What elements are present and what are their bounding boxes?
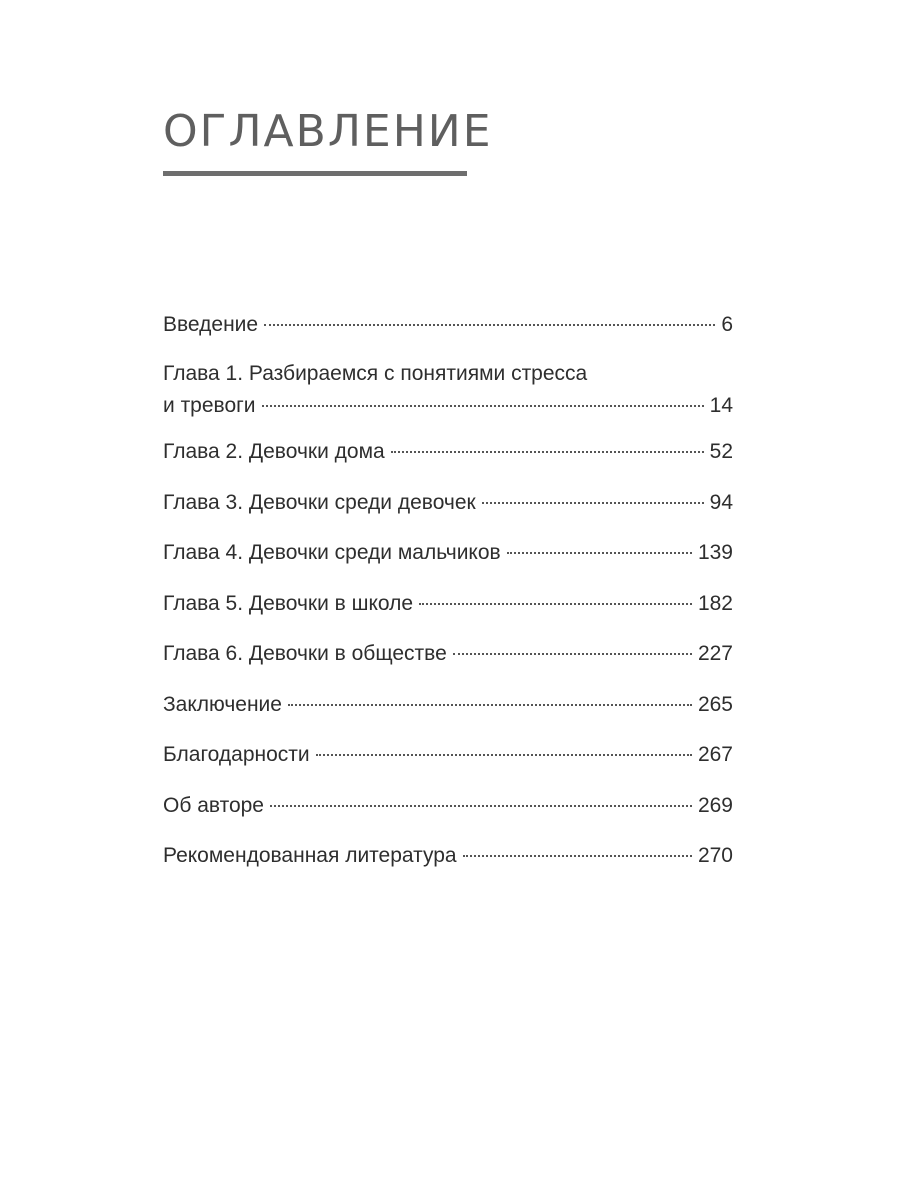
dot-leader xyxy=(288,704,692,706)
dot-leader xyxy=(453,653,692,655)
dot-leader xyxy=(270,805,692,807)
table-of-contents xyxy=(163,306,733,888)
toc-entry-title: Заключение xyxy=(163,692,282,716)
toc-entry[interactable] xyxy=(163,736,733,774)
toc-entry[interactable] xyxy=(163,585,733,623)
toc-entry-title: Введение xyxy=(163,313,259,336)
dot-leader xyxy=(463,855,692,857)
toc-entry[interactable] xyxy=(163,484,733,522)
toc-entry-title: Благодарности xyxy=(163,743,310,766)
toc-entry-title: Глава 5. Девочки в школе xyxy=(163,591,414,615)
toc-entry[interactable] xyxy=(163,787,733,825)
page-title: ОГЛАВЛЕНИЕ xyxy=(163,106,493,157)
toc-entry-page: 269 xyxy=(697,793,733,817)
toc-entry-title: Рекомендованная литература xyxy=(163,844,457,867)
dot-leader xyxy=(507,552,692,554)
dot-leader xyxy=(391,451,704,453)
toc-entry-page: 265 xyxy=(697,692,733,716)
toc-entry-page: 139 xyxy=(697,541,733,564)
toc-entry-page: 267 xyxy=(697,743,733,766)
toc-entry[interactable] xyxy=(163,306,733,344)
toc-entry-page: 52 xyxy=(709,440,733,463)
toc-entry[interactable] xyxy=(163,534,733,572)
toc-entry-page: 182 xyxy=(697,591,733,615)
toc-entry[interactable] xyxy=(163,357,733,421)
toc-entry-title: Глава 6. Девочки в обществе xyxy=(163,642,447,665)
toc-heading xyxy=(163,104,493,176)
toc-entry-title: Глава 3. Девочки среди девочек xyxy=(163,490,476,514)
toc-entry-title: и тревоги xyxy=(163,393,256,417)
toc-entry-title: Об авторе xyxy=(163,793,264,817)
toc-entry-page: 270 xyxy=(697,844,733,867)
toc-entry-title-line1: Глава 1. Разбираемся с понятиями стресса xyxy=(163,361,588,385)
toc-entry-title: Глава 4. Девочки среди мальчиков xyxy=(163,541,501,564)
heading-underline xyxy=(163,171,467,176)
toc-entry-page: 94 xyxy=(709,490,733,514)
toc-entry[interactable] xyxy=(163,635,733,673)
toc-entry-title: Глава 2. Девочки дома xyxy=(163,440,385,463)
toc-entry-page: 14 xyxy=(709,393,733,417)
dot-leader xyxy=(264,324,715,326)
toc-entry[interactable] xyxy=(163,433,733,471)
toc-entry-page: 227 xyxy=(697,642,733,665)
toc-entry[interactable] xyxy=(163,686,733,724)
dot-leader xyxy=(482,502,704,504)
dot-leader xyxy=(262,405,704,407)
toc-entry-page: 6 xyxy=(721,313,733,336)
dot-leader xyxy=(419,603,692,605)
dot-leader xyxy=(316,754,692,756)
toc-entry[interactable] xyxy=(163,837,733,875)
